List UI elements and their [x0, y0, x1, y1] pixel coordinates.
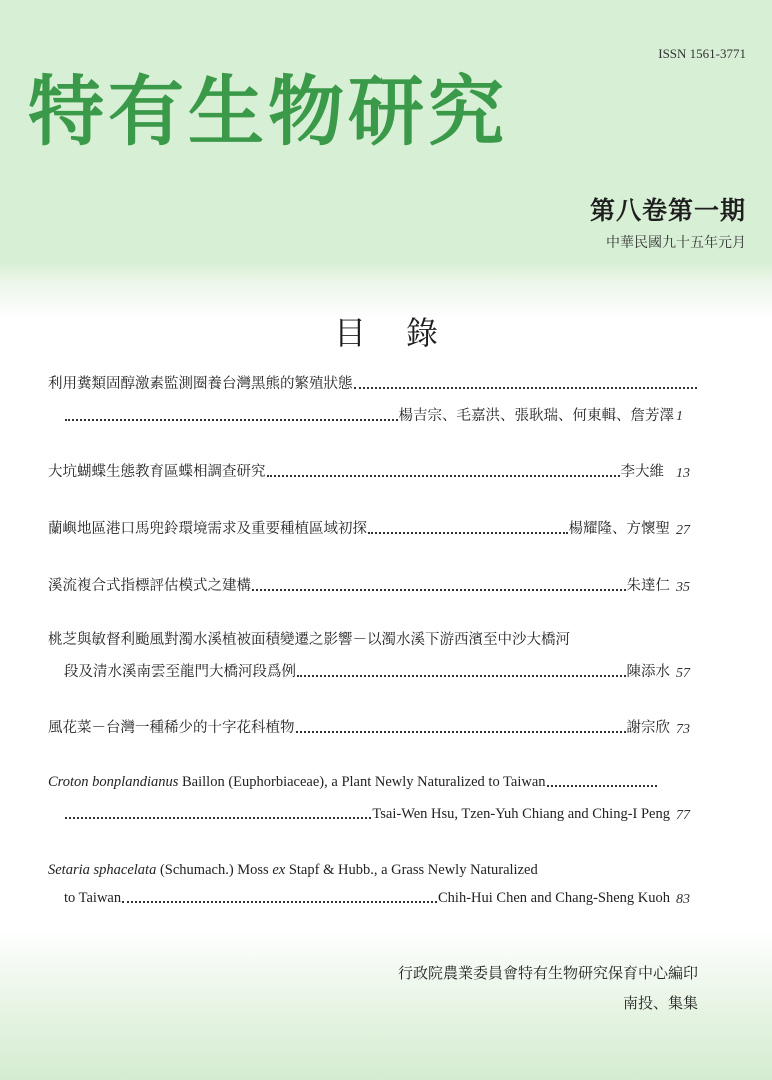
dot-leader: [252, 588, 626, 591]
toc-page-number: 77: [676, 808, 690, 823]
toc-page-number: 57: [676, 666, 690, 681]
toc-authors: 楊吉宗、毛嘉洪、張耿瑞、何東輯、詹芳澤: [398, 408, 674, 424]
dot-leader: [354, 386, 698, 389]
toc-heading: 目錄: [333, 314, 478, 352]
toc-title: 利用糞類固醇激素監測圈養台灣黑熊的繁殖狀態: [48, 376, 353, 392]
dot-leader: [65, 418, 398, 421]
toc-entry-authors[interactable]: [64, 662, 670, 682]
volume-issue: 第八卷第一期: [589, 196, 746, 225]
toc-title-continued: to Taiwan: [64, 890, 122, 906]
toc-page-number: 27: [676, 523, 690, 538]
toc-title: 風花菜－台灣一種稀少的十字花科植物: [48, 720, 295, 736]
toc-page-number: 35: [676, 580, 690, 595]
dot-leader: [297, 674, 626, 677]
toc-entry-authors[interactable]: [64, 804, 670, 824]
publication-date: 中華民國九十五年元月: [606, 235, 746, 251]
toc-title: 蘭嶼地區港口馬兜鈴環境需求及重要種植區域初探: [48, 521, 367, 537]
toc-entry-title[interactable]: [48, 772, 658, 792]
toc-page-number: 83: [676, 892, 690, 907]
dot-leader: [368, 531, 568, 534]
issn-number: ISSN 1561-3771: [658, 46, 746, 61]
toc-authors: Chih-Hui Chen and Chang-Sheng Kuoh: [438, 890, 670, 906]
toc-title-mid: (Schumach.) Moss: [156, 862, 273, 878]
toc-page-number: 1: [676, 409, 683, 424]
toc-page-number: 73: [676, 722, 690, 737]
toc-entry[interactable]: [48, 576, 670, 596]
toc-authors: 楊耀隆、方懷聖: [568, 521, 670, 537]
toc-entry[interactable]: [48, 519, 670, 539]
toc-title: [48, 772, 546, 792]
toc-authors: 朱達仁: [626, 578, 670, 594]
toc-title-rest: Baillon (Euphorbiaceae), a Plant Newly Naturalized to Taiwan: [178, 774, 546, 790]
toc-authors: 陳添水: [626, 664, 670, 680]
toc-entry[interactable]: [48, 718, 670, 738]
publisher: 行政院農業委員會特有生物研究保育中心編印: [397, 964, 698, 982]
toc-title: 溪流複合式指標評估模式之建構: [48, 578, 251, 594]
toc-authors: 李大維: [620, 464, 664, 480]
dot-leader: [296, 730, 626, 733]
dot-leader: [547, 784, 657, 787]
toc-entry-title[interactable]: [48, 374, 698, 394]
toc-title[interactable]: 桃芝與敏督利颱風對濁水溪植被面積變遷之影響－以濁水溪下游西濱至中沙大橋河: [48, 632, 570, 648]
toc-entry[interactable]: [48, 462, 664, 482]
toc-page-number: 13: [676, 466, 690, 481]
species-name: Croton bonplandianus: [48, 774, 179, 790]
toc-entry-authors[interactable]: [64, 406, 674, 426]
toc-title[interactable]: [48, 860, 698, 880]
toc-title-rest: Stapf & Hubb., a Grass Newly Naturalized: [285, 862, 538, 878]
dot-leader: [267, 474, 620, 477]
species-name: Setaria sphacelata: [48, 862, 157, 878]
toc-title: 大坑蝴蝶生態教育區蝶相調查研究: [48, 464, 266, 480]
toc-title-continued: 段及清水溪南雲至龍門大橋河段爲例: [64, 664, 296, 680]
toc-authors: 謝宗欣: [626, 720, 670, 736]
publisher-location: 南投、集集: [622, 994, 698, 1012]
toc-title-ex: ex: [272, 862, 286, 878]
toc-authors: Tsai-Wen Hsu, Tzen-Yuh Chiang and Ching-I Peng: [372, 806, 670, 822]
toc-entry-authors[interactable]: [64, 888, 670, 908]
journal-title: 特有生物研究: [28, 67, 508, 156]
dot-leader: [65, 816, 371, 819]
dot-leader: [122, 900, 437, 903]
